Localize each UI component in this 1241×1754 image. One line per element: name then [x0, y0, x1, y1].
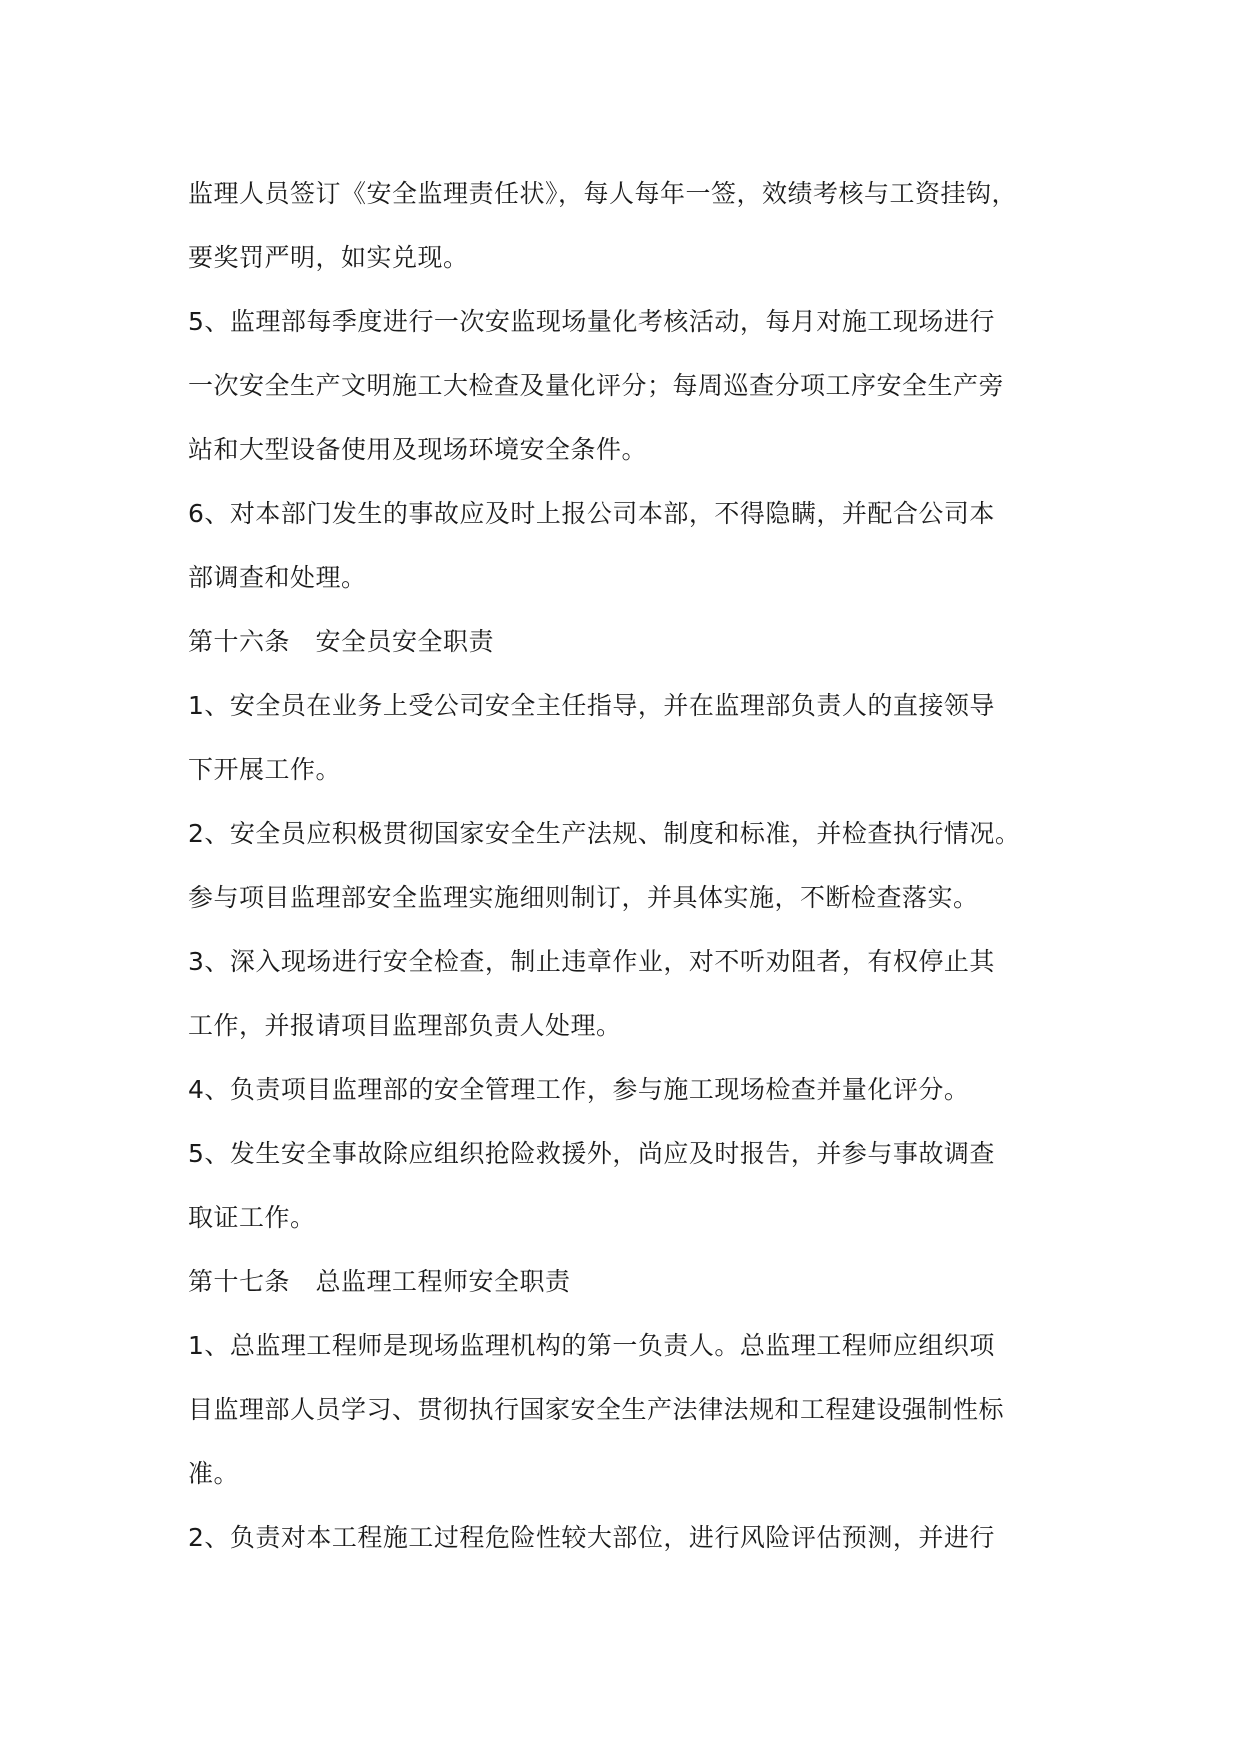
text-line-1: 监理人员签订《安全监理责任状》，每人每年一签，效绩考核与工资挂钩， [188, 179, 1018, 208]
text-line-14: 工作，并报请项目监理部负责人处理。 [188, 1011, 622, 1040]
text-line-17: 取证工作。 [188, 1203, 316, 1232]
text-line-3: 5、监理部每季度进行一次安监现场量化考核活动，每月对施工现场进行 [188, 307, 995, 336]
text-line-2: 要奖罚严明，如实兑现。 [188, 243, 469, 272]
text-line-10: 下开展工作。 [188, 755, 342, 784]
text-line-12: 参与项目监理部安全监理实施细则制订，并具体实施，不断检查落实。 [188, 883, 979, 912]
text-line-16: 5、发生安全事故除应组织抢险救援外，尚应及时报告，并参与事故调查 [188, 1139, 995, 1168]
text-line-5: 站和大型设备使用及现场环境安全条件。 [188, 435, 648, 464]
text-line-21: 准。 [188, 1459, 240, 1488]
text-line-13: 3、深入现场进行安全检查，制止违章作业，对不听劝阻者，有权停止其 [188, 947, 995, 976]
text-line-19: 1、总监理工程师是现场监理机构的第一负责人。总监理工程师应组织项 [188, 1331, 995, 1360]
text-line-7: 部调查和处理。 [188, 563, 367, 592]
section-heading-17: 第十七条 总监理工程师安全职责 [188, 1267, 571, 1296]
text-line-15: 4、负责项目监理部的安全管理工作，参与施工现场检查并量化评分。 [188, 1075, 970, 1104]
body-text [188, 162, 1058, 1570]
text-line-11: 2、安全员应积极贯彻国家安全生产法规、制度和标准，并检查执行情况。 [188, 819, 1021, 848]
text-line-22: 2、负责对本工程施工过程危险性较大部位，进行风险评估预测，并进行 [188, 1523, 995, 1552]
text-line-4: 一次安全生产文明施工大检查及量化评分；每周巡查分项工序安全生产旁 [188, 371, 1005, 400]
text-line-6: 6、对本部门发生的事故应及时上报公司本部，不得隐瞒，并配合公司本 [188, 499, 995, 528]
section-heading-16: 第十六条 安全员安全职责 [188, 627, 495, 656]
text-line-20: 目监理部人员学习、贯彻执行国家安全生产法律法规和工程建设强制性标 [188, 1395, 1005, 1424]
text-line-9: 1、安全员在业务上受公司安全主任指导，并在监理部负责人的直接领导 [188, 691, 995, 720]
